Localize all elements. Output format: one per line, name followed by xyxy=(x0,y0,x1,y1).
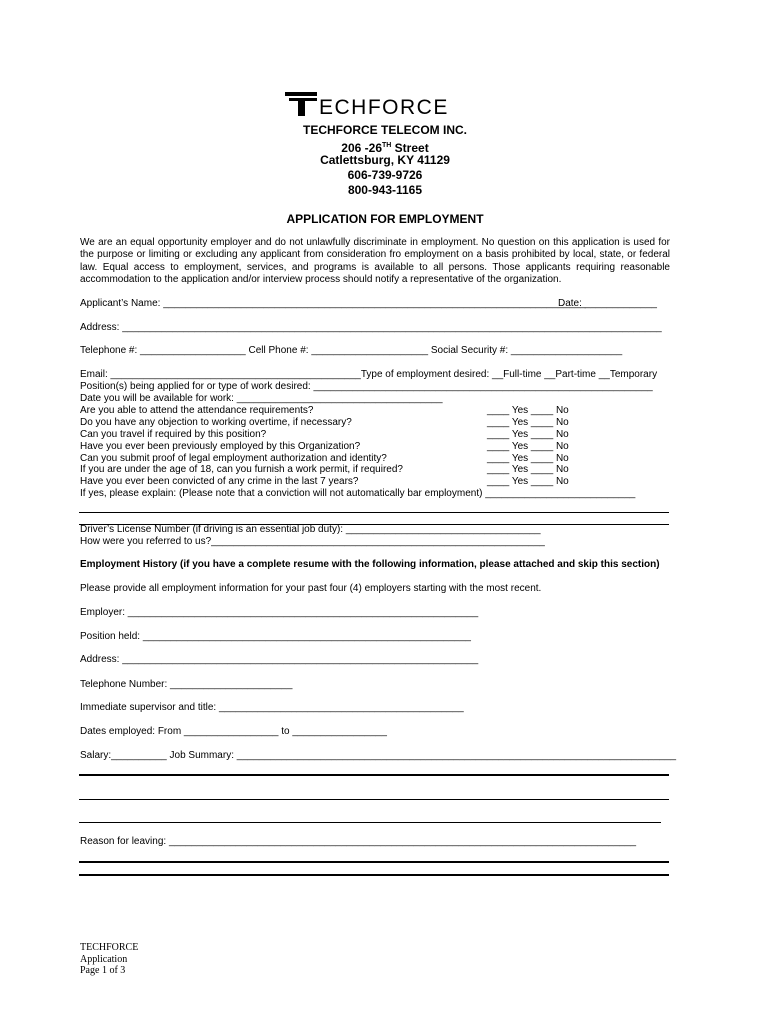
date-field[interactable]: Date: _____________ xyxy=(558,298,657,309)
techforce-logo xyxy=(285,92,453,116)
company-phone-1: 606-739-9726 xyxy=(347,168,423,182)
question-label: If you are under the age of 18, can you furnish a work permit, if required? xyxy=(80,464,403,475)
dates-employed-field[interactable]: Dates employed: From _________________ to _________________ xyxy=(80,726,387,737)
address-field[interactable]: Address: _________________________________________________________________________________________________ xyxy=(80,322,662,333)
telephone-row[interactable]: Telephone #: ___________________ Cell Phone #: _____________________ Social Security #: ____________________ xyxy=(80,345,623,356)
position-field[interactable]: Position(s) being applied for or type of work desired: _____________________________________________________________ xyxy=(80,381,653,392)
yes-no-answer[interactable]: ____ Yes ____ No xyxy=(487,429,569,440)
street-suffix: TH xyxy=(382,142,392,149)
logo-mark xyxy=(285,92,453,116)
referral-field[interactable]: How were you referred to us?____________________________________________________________ xyxy=(80,536,545,547)
blank-line[interactable] xyxy=(79,799,669,800)
yes-no-answer[interactable]: ____ Yes ____ No xyxy=(487,405,569,416)
company-phone-2: 800-943-1165 xyxy=(347,183,423,197)
blank-line[interactable] xyxy=(79,822,661,823)
question-label: Do you have any objection to working overtime, if necessary? xyxy=(80,417,352,428)
question-label: Are you able to attend the attendance requirements? xyxy=(80,405,314,416)
employer-telephone-field[interactable]: Telephone Number: ______________________ xyxy=(80,679,293,690)
question-label: Can you travel if required by this position? xyxy=(80,429,267,440)
question-label: Have you ever been convicted of any crime in the last 7 years? xyxy=(80,476,359,487)
yes-no-answer[interactable]: ____ Yes ____ No xyxy=(487,417,569,428)
company-name: TECHFORCE TELECOM INC. xyxy=(303,123,467,137)
separator-line xyxy=(79,861,669,863)
employment-history-heading: Employment History (if you have a complete resume with the following information, please attached and skip this section) xyxy=(80,559,660,570)
footer-document: Application xyxy=(80,954,128,965)
blank-line[interactable] xyxy=(79,512,669,513)
page-title: APPLICATION FOR EMPLOYMENT xyxy=(286,212,484,226)
logo-wordmark: ECHFORCE xyxy=(319,96,449,116)
explain-field[interactable]: If yes, please explain: (Please note that a conviction will not automatically bar employment) ___________________________ xyxy=(80,488,636,499)
email-row[interactable]: Email: _____________________________________________Type of employment desired: __Full-time __Part-time __Temporary xyxy=(80,369,658,380)
position-held-field[interactable]: Position held: ___________________________________________________________ xyxy=(80,631,471,642)
company-city: Catlettsburg, KY 41129 xyxy=(320,153,450,167)
yes-no-answer[interactable]: ____ Yes ____ No xyxy=(487,476,569,487)
applicant-name-field[interactable]: Applicant’s Name: ____________________________________________________________________________ xyxy=(80,298,586,309)
employer-field[interactable]: Employer: _______________________________________________________________ xyxy=(80,607,479,618)
salary-job-summary-field[interactable]: Salary:__________ Job Summary: _______________________________________________________________________________ xyxy=(80,750,677,761)
availability-field[interactable]: Date you will be available for work: _____________________________________ xyxy=(80,393,443,404)
footer-company: TECHFORCE xyxy=(80,942,139,953)
separator-line xyxy=(79,774,669,776)
drivers-license-field[interactable]: Driver’s License Number (if driving is an essential job duty): ___________________________________ xyxy=(80,524,541,535)
question-label: Have you ever been previously employed by this Organization? xyxy=(80,441,361,452)
employer-address-field[interactable]: Address: ________________________________________________________________ xyxy=(80,654,479,665)
question-label: Can you submit proof of legal employment authorization and identity? xyxy=(80,453,387,464)
intro-paragraph: We are an equal opportunity employer and do not unlawfully discriminate in employment. No question on this application is used for the purpose or limiting or excluding any applicant from consideration fro employment on a basis prohibited by local, state, or federal law. Equal access to employment, services, and programs is available to all persons. Those applicants requiring reasonable accommodation to the application and/or interview process should notify a representative of the organization. xyxy=(80,237,670,285)
yes-no-answer[interactable]: ____ Yes ____ No xyxy=(487,453,569,464)
yes-no-answer[interactable]: ____ Yes ____ No xyxy=(487,441,569,452)
page-number: Page 1 of 3 xyxy=(80,965,126,976)
employment-instructions: Please provide all employment information for your past four (4) employers starting with the most recent. xyxy=(80,583,542,594)
supervisor-field[interactable]: Immediate supervisor and title: ____________________________________________ xyxy=(80,702,464,713)
yes-no-answer[interactable]: ____ Yes ____ No xyxy=(487,464,569,475)
reason-for-leaving-field[interactable]: Reason for leaving: ____________________________________________________________________________________ xyxy=(80,836,637,847)
separator-line xyxy=(79,874,669,876)
street-name: Street xyxy=(391,141,429,155)
street-number: 206 -26 xyxy=(341,141,382,155)
